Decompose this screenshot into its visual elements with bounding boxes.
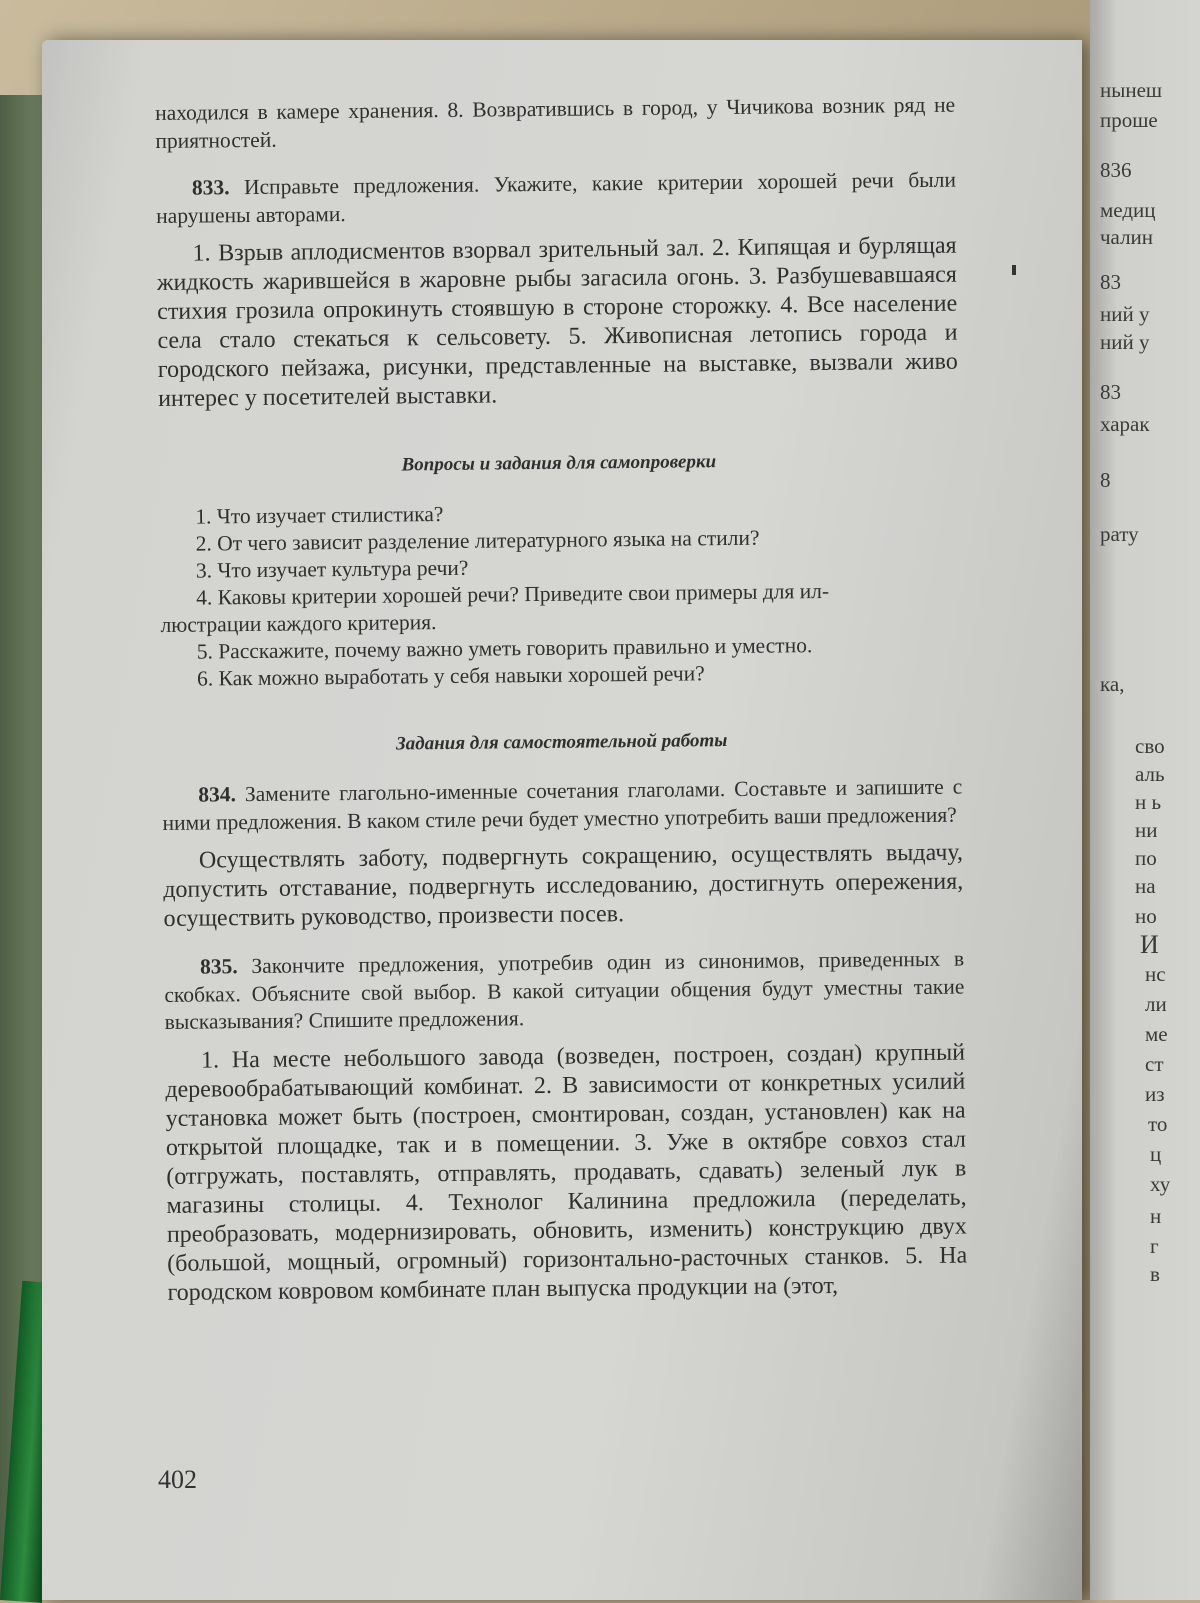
right-fragment: чалин [1100,225,1154,249]
page-number: 402 [158,1465,197,1494]
right-fragment: г [1150,1234,1159,1258]
right-page-edge [1090,0,1200,1600]
right-fragment: н ь [1135,790,1162,814]
exercise-833-body: 1. Взрыв аплодисментов взорвал зрительный зал. 2. Кипящая и бурлящая жидкость жарившейся в жаровне рыбы загасила огонь. 3. Разбушевавшаяся стихия грозила опрокинуть стоявшую в стороне сторожку. 4. Все население села стало стекаться к сельсовету. 5. Живописная летопись города и городского пейзажа, рисунки, представленные на выставке, вызвали живо интерес у посетителей выставки. [156,232,958,412]
page-text [155,92,968,1308]
right-fragment: нынеш [1100,78,1163,102]
right-fragment: 83 [1100,270,1121,294]
right-fragment: харак [1100,412,1150,436]
section-heading-independent: Задания для самостоятельной работы [395,729,728,755]
right-fragment: ху [1150,1172,1171,1196]
right-fragment: нс [1145,962,1166,986]
exercise-834-body: Осуществлять заботу, подвергнуть сокращению, осуществлять выдачу, допустить отставание, подвергнуть исследованию, достигнуть опережения, осуществить руководство, произвести посев. [163,839,964,932]
question-item: 2. От чего зависит разделение литературного языка на стили? [195,525,760,556]
exercise-834-task [162,774,963,837]
right-fragment: ст [1145,1052,1164,1076]
right-fragment: в [1150,1262,1160,1286]
right-fragment: 83 [1100,380,1121,404]
right-fragment: проше [1100,108,1158,132]
question-item: 1. Что изучает стилистика? [195,501,444,529]
right-fragment: 836 [1100,158,1132,182]
right-fragment: но [1135,904,1157,928]
exercise-task-text: Замените глагольно-именные сочетания глаголами. Составьте и запишите с ними предложения. В каком стиле речи будет уместно употребить ваши предложения? [162,774,963,835]
exercise-number: 835. [199,954,238,979]
exercise-835-task [164,946,965,1037]
exercise-number: 834. [198,782,237,807]
right-fragment: сво [1135,734,1165,758]
right-fragment: ни [1135,818,1158,842]
exercise-835-body: 1. На месте небольшого завода (возведен, построен, создан) крупный деревообрабатывающий комбинат. 2. В зависимости от конкретных усилий установка может быть (построен, смонтирован, создан, установлен) как на открытой площадке, так и в помещении. 3. Уже в октябре совхоз стал (отгружать, поставлять, отправлять, продавать, сдавать) зеленый лук в магазины столицы. 4. Технолог Калинина предложила (переделать, преобразовать, модернизировать, обновить, изменить) конструкцию двух (большой, мощный, огромный) горизонтально-расточных станков. 5. На городском ковровом комбинате план выпуска продукции на (этот, [165,1039,968,1306]
intro-line: находился в камере хранения. 8. Возвратившись в город, у Чичикова возник ряд не приятностей. [155,92,956,153]
right-fragment: ний у [1100,302,1150,326]
margin-mark [1012,265,1016,275]
right-fragment: ний у [1100,330,1150,354]
question-item: 3. Что изучает культура речи? [195,555,469,583]
exercise-task-text: Исправьте предложения. Укажите, какие критерии хорошей речи были нарушены авторами. [156,167,957,228]
exercise-task-text: Закончите предложения, употребив один из синонимов, приведенных в скобках. Объясните свой выбор. В какой ситуации общения будут уместны такие высказывания? Спишите предложения. [164,946,965,1034]
question-item: 6. Как можно выработать у себя навыки хорошей речи? [196,660,705,691]
right-fragment: ли [1145,992,1167,1016]
right-fragment: И [1140,930,1159,959]
question-item-continuation: люстрации каждого критерия. [160,609,437,637]
right-fragment: ка, [1100,672,1125,696]
right-fragment: 8 [1100,468,1111,492]
right-fragment: на [1135,874,1156,898]
right-fragment: из [1145,1082,1165,1106]
question-item: 5. Расскажите, почему важно уметь говорить правильно и уместно. [196,632,813,664]
exercise-833-task [156,167,957,230]
right-fragment: аль [1135,762,1165,786]
exercise-number: 833. [191,175,230,200]
right-fragment: ме [1145,1022,1168,1046]
section-heading-self-check: Вопросы и задания для самопроверки [401,451,717,476]
right-fragment: медиц [1100,198,1156,222]
question-item: 4. Каковы критерии хорошей речи? Приведите свои примеры для ил- [196,578,830,610]
right-fragment: н [1150,1204,1162,1228]
right-fragment: то [1148,1112,1168,1136]
right-fragment: по [1135,846,1157,870]
right-fragment: рату [1100,522,1139,546]
right-fragment: ц [1150,1142,1162,1166]
